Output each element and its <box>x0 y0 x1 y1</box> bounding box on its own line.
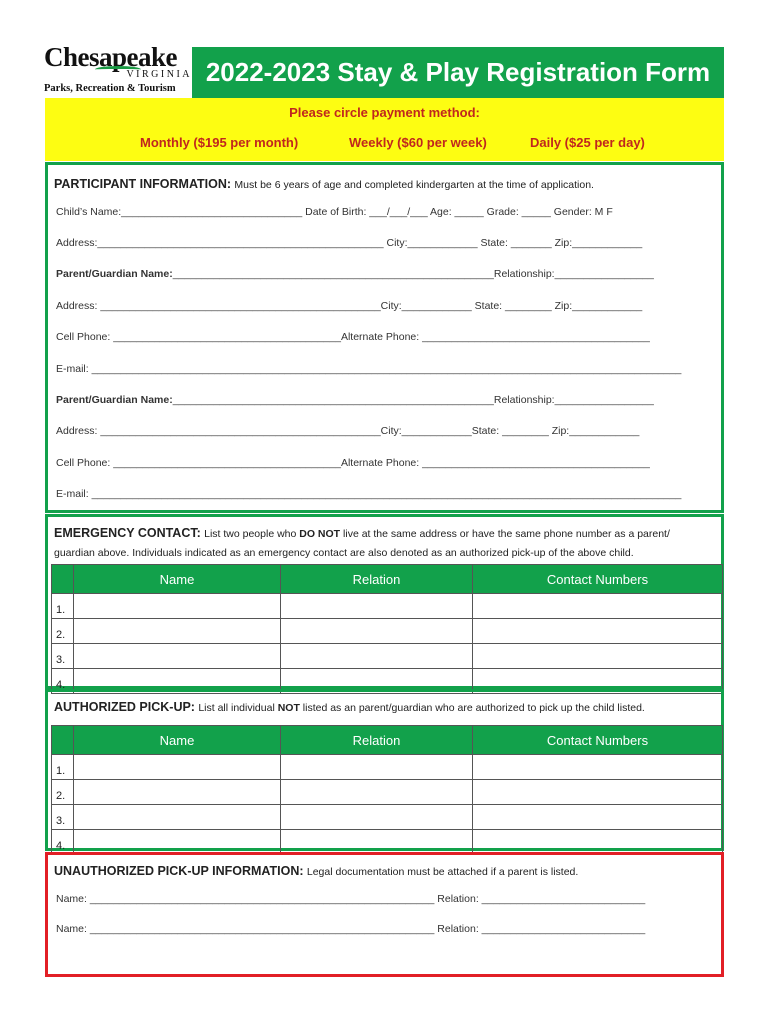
row-number: 3. <box>52 805 74 830</box>
table-row <box>52 805 723 830</box>
row-number: 1. <box>52 755 74 780</box>
relation-cell[interactable] <box>281 644 473 669</box>
child-address-line[interactable]: Address:_________________________________________________ City:____________ State: _______ Zip:____________ <box>56 237 643 249</box>
relation-cell[interactable] <box>281 594 473 619</box>
guardian2-name-label: Parent/Guardian Name: <box>56 394 173 406</box>
payment-method-label: Please circle payment method: <box>289 105 480 120</box>
contact-cell[interactable] <box>473 830 723 855</box>
table-header-name: Name <box>74 726 281 755</box>
authorized-text-bold: NOT <box>277 702 300 714</box>
child-info-line[interactable]: Child’s Name:_______________________________ Date of Birth: ___/___/___ Age: _____ Grade: _____ Gender: M F <box>56 206 613 218</box>
unauthorized-heading <box>54 864 578 878</box>
authorized-heading <box>54 700 645 714</box>
table-row <box>52 594 723 619</box>
emergency-heading <box>54 526 670 540</box>
table-row <box>52 755 723 780</box>
guardian1-name-label: Parent/Guardian Name: <box>56 268 173 280</box>
name-cell[interactable] <box>74 594 281 619</box>
logo-name: Chesapeake <box>44 42 178 72</box>
name-cell[interactable] <box>74 644 281 669</box>
table-header-contact: Contact Numbers <box>473 726 723 755</box>
guardian1-name-line[interactable] <box>56 268 654 280</box>
emergency-text-line2: guardian above. Individuals indicated as an emergency contact are also denoted as an authorized pick-up of the above child. <box>54 547 634 559</box>
guardian2-phone-line[interactable]: Cell Phone: _______________________________________Alternate Phone: _______________________________________ <box>56 457 650 469</box>
emergency-text-a: List two people who <box>204 528 300 540</box>
participant-information-section <box>45 162 724 513</box>
contact-cell[interactable] <box>473 594 723 619</box>
table-header-number <box>52 726 74 755</box>
authorized-heading-title: AUTHORIZED PICK-UP: <box>54 700 195 714</box>
contact-cell[interactable] <box>473 644 723 669</box>
row-number: 4. <box>52 669 74 694</box>
row-number: 2. <box>52 780 74 805</box>
guardian2-address-line[interactable]: Address: ________________________________________________City:____________State: ________ Zip:____________ <box>56 425 640 437</box>
participant-heading-title: PARTICIPANT INFORMATION: <box>54 177 232 191</box>
unauthorized-heading-note: Legal documentation must be attached if a parent is listed. <box>306 866 579 878</box>
row-number: 4. <box>52 830 74 855</box>
relation-cell[interactable] <box>281 755 473 780</box>
table-header-contact: Contact Numbers <box>473 565 723 594</box>
table-header-relation: Relation <box>281 726 473 755</box>
emergency-text-b: live at the same address or have the same phone number as a parent/ <box>340 528 670 540</box>
payment-method-section <box>45 98 724 161</box>
table-header-name: Name <box>74 565 281 594</box>
row-number: 3. <box>52 644 74 669</box>
relation-cell[interactable] <box>281 830 473 855</box>
table-row <box>52 830 723 855</box>
guardian1-name-blank: _______________________________________________________Relationship:_________________ <box>172 268 654 280</box>
authorized-pickup-table <box>51 725 723 855</box>
payment-option-daily[interactable]: Daily ($25 per day) <box>530 135 645 150</box>
contact-cell[interactable] <box>473 755 723 780</box>
relation-cell[interactable] <box>281 619 473 644</box>
row-number: 1. <box>52 594 74 619</box>
row-number: 2. <box>52 619 74 644</box>
name-cell[interactable] <box>74 755 281 780</box>
unauthorized-heading-title: UNAUTHORIZED PICK-UP INFORMATION: <box>54 864 304 878</box>
unauthorized-pickup-section <box>45 852 724 977</box>
logo-state: VIRGINIA <box>126 69 192 80</box>
table-row <box>52 644 723 669</box>
logo-department: Parks, Recreation & Tourism <box>44 83 176 94</box>
contact-cell[interactable] <box>473 619 723 644</box>
authorized-text-a: List all individual <box>198 702 278 714</box>
unauthorized-name-line-2[interactable]: Name: ___________________________________________________________ Relation: ____________________________ <box>56 923 646 935</box>
name-cell[interactable] <box>74 830 281 855</box>
name-cell[interactable] <box>74 619 281 644</box>
form-title: 2022-2023 Stay & Play Registration Form <box>192 47 724 98</box>
table-header-number <box>52 565 74 594</box>
relation-cell[interactable] <box>281 805 473 830</box>
unauthorized-name-line-1[interactable]: Name: ___________________________________________________________ Relation: ____________________________ <box>56 893 646 905</box>
guardian2-email-line[interactable]: E-mail: _____________________________________________________________________________________________________ <box>56 488 682 500</box>
guardian1-phone-line[interactable]: Cell Phone: _______________________________________Alternate Phone: _______________________________________ <box>56 331 650 343</box>
authorized-text-b: listed as an parent/guardian who are authorized to pick up the child listed. <box>299 702 645 714</box>
emergency-contact-section <box>45 514 724 689</box>
emergency-contact-table <box>51 564 723 694</box>
participant-heading <box>54 177 594 191</box>
guardian1-email-line[interactable]: E-mail: _____________________________________________________________________________________________________ <box>56 363 682 375</box>
authorized-pickup-section <box>45 689 724 851</box>
relation-cell[interactable] <box>281 780 473 805</box>
table-row <box>52 619 723 644</box>
guardian2-name-blank: _______________________________________________________Relationship:_________________ <box>172 394 654 406</box>
table-header-relation: Relation <box>281 565 473 594</box>
guardian1-address-line[interactable]: Address: ________________________________________________City:____________ State: ________ Zip:____________ <box>56 300 643 312</box>
table-row <box>52 780 723 805</box>
name-cell[interactable] <box>74 805 281 830</box>
table-header-row <box>52 565 723 594</box>
contact-cell[interactable] <box>473 805 723 830</box>
guardian2-name-line[interactable] <box>56 394 654 406</box>
table-header-row <box>52 726 723 755</box>
payment-option-weekly[interactable]: Weekly ($60 per week) <box>349 135 487 150</box>
logo-swoosh-icon <box>95 66 141 73</box>
emergency-heading-title: EMERGENCY CONTACT: <box>54 526 201 540</box>
name-cell[interactable] <box>74 780 281 805</box>
contact-cell[interactable] <box>473 780 723 805</box>
emergency-text-bold: DO NOT <box>299 528 341 540</box>
payment-option-monthly[interactable]: Monthly ($195 per month) <box>140 135 299 150</box>
participant-heading-note: Must be 6 years of age and completed kindergarten at the time of application. <box>234 179 594 191</box>
